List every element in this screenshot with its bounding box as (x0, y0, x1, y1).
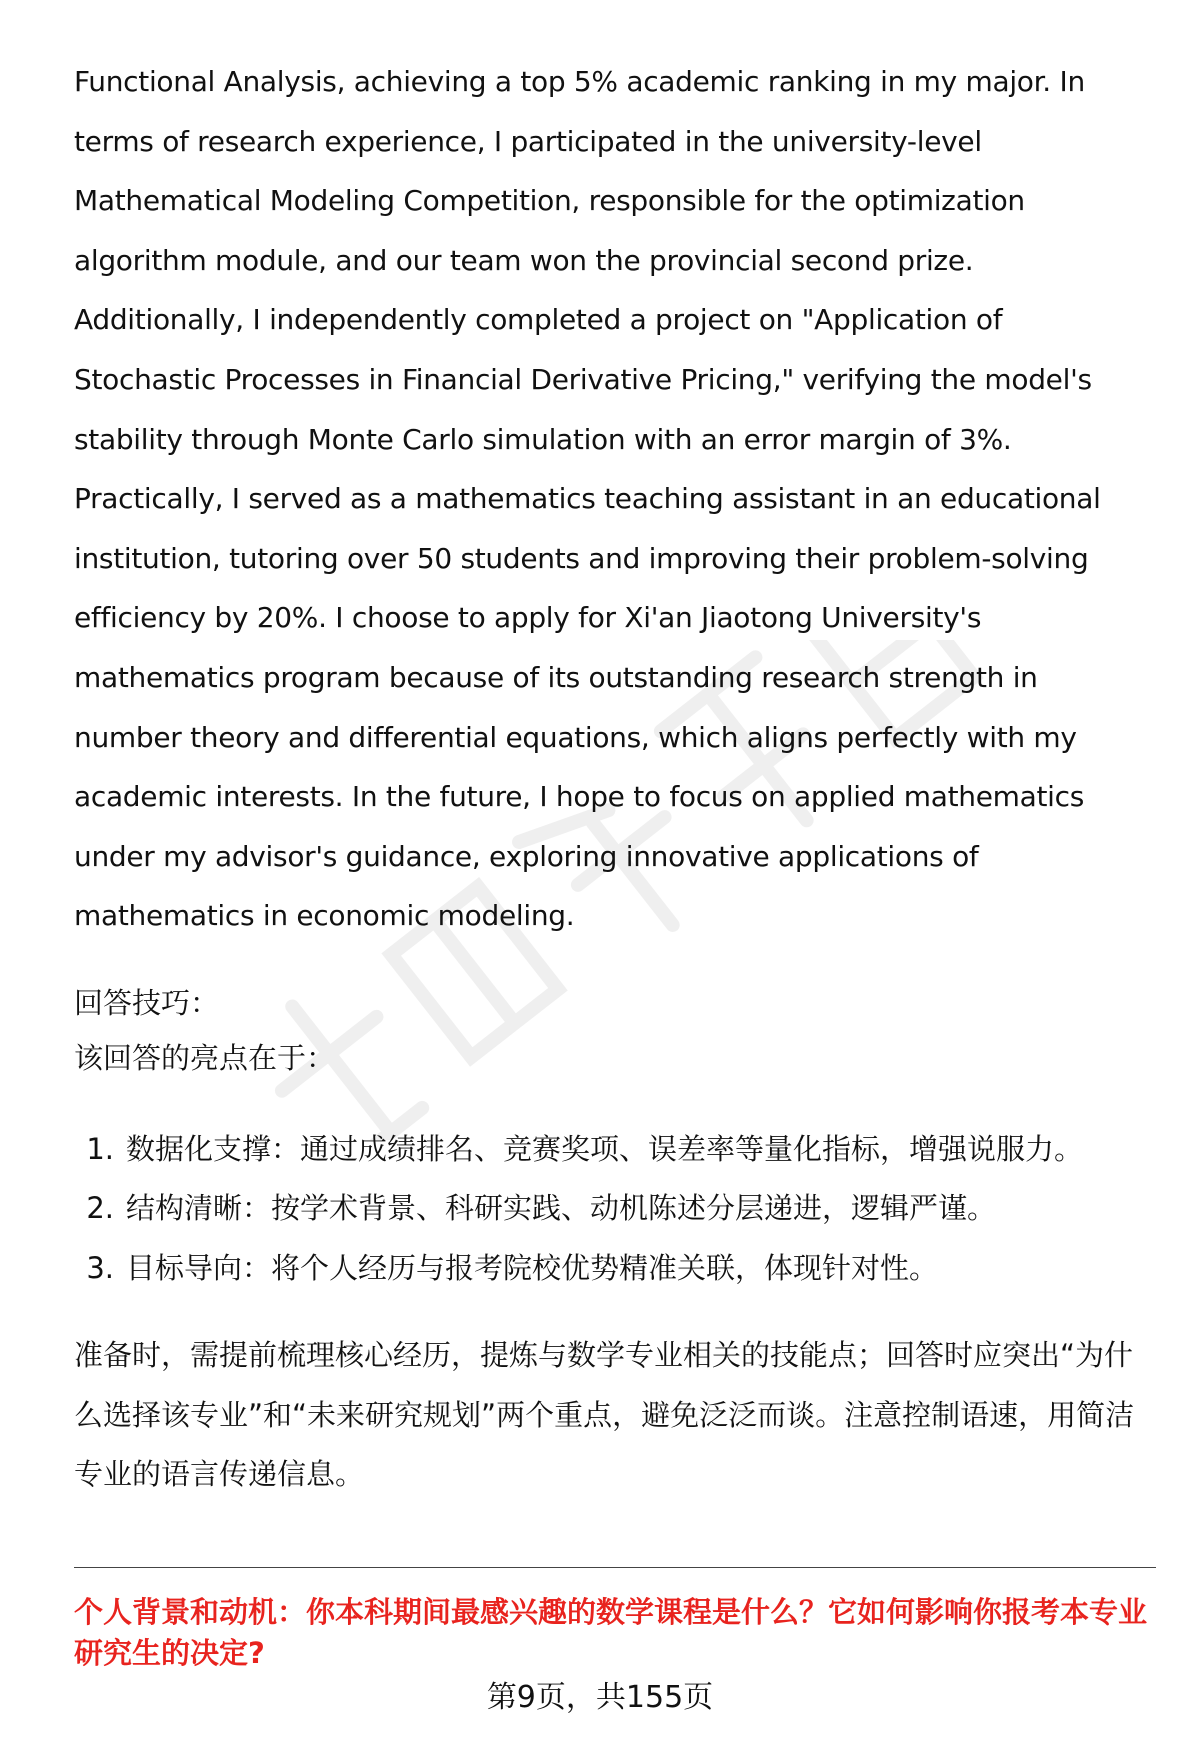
tips-intro: 该回答的亮点在于： (74, 1040, 336, 1075)
list-item (74, 1120, 1144, 1180)
list-item-number: 3. (86, 1250, 114, 1285)
list-item-number: 2. (86, 1191, 114, 1226)
section-divider (74, 1567, 1156, 1568)
list-item-text: 目标导向：将个人经历与报考院校优势精准关联，体现针对性。 (126, 1250, 939, 1285)
list-item (74, 1179, 1144, 1239)
list-item (74, 1239, 1144, 1299)
content-column (74, 52, 1144, 1505)
list-item-number: 1. (86, 1131, 114, 1166)
list-item-text: 数据化支撑：通过成绩排名、竞赛奖项、误差率等量化指标，增强说服力。 (126, 1131, 1084, 1166)
tips-heading: 回答技巧： (74, 985, 220, 1020)
tips-list (74, 1120, 1144, 1299)
page-number: 第9页，共155页 (486, 1680, 714, 1715)
next-question-heading: 个人背景和动机：你本科期间最感兴趣的数学课程是什么？它如何影响你报考本专业研究生的决定? (74, 1595, 1148, 1670)
preparation-paragraph: 准备时，需提前梳理核心经历，提炼与数学专业相关的技能点；回答时应突出“为什么选择该专业”和“未来研究规划”两个重点，避免泛泛而谈。注意控制语速，用简洁专业的语言传递信息。 (74, 1338, 1135, 1492)
list-item-text: 结构清晰：按学术背景、科研实践、动机陈述分层递进，逻辑严谨。 (126, 1191, 997, 1226)
essay-paragraph: Functional Analysis, achieving a top 5% academic ranking in my major. In terms of research experience, I participated in the university-level Mathematical Modeling Competition, responsible for the optimization algorithm module, and our team won the provincial second prize. Additionally, I independently completed a project on "Application of Stochastic Processes in Financial Derivative Pricing," verifying the model's stability through Monte Carlo simulation with an error margin of 3%. Practically, I served as a mathematics teaching assistant in an educational institution, tutoring over 50 students and improving their problem-solving efficiency by 20%. I choose to apply for Xi'an Jiaotong University's mathematics program because of its outstanding research strength in number theory and differential equations, which aligns perfectly with my academic interests. In the future, I hope to focus on applied mathematics under my advisor's guidance, exploring innovative applications of mathematics in economic modeling. (74, 65, 1101, 933)
